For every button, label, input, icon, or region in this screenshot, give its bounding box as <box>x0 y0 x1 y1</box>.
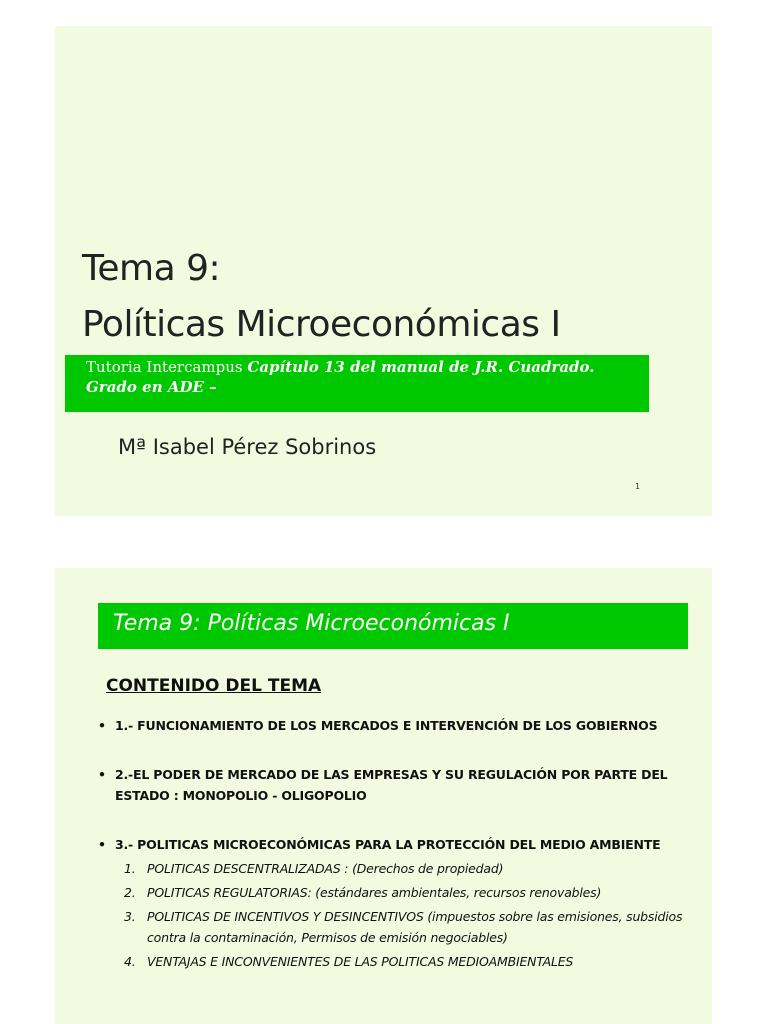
sub-item-text: POLITICAS DE INCENTIVOS Y DESINCENTIVOS (impuestos sobre las emisiones, subsidios contra la contaminación, Permisos de emisión negociables) <box>147 909 683 945</box>
bullet-item-2 <box>98 764 678 806</box>
page-number: 1 <box>635 482 641 491</box>
subtitle-plain-text: Tutoria Intercampus <box>86 358 248 376</box>
sub-item-number: 4. <box>124 954 136 969</box>
sub-item-list <box>124 858 684 975</box>
bullet-text: 1.- FUNCIONAMIENTO DE LOS MERCADOS E INTERVENCIÓN DE LOS GOBIERNOS <box>115 718 658 733</box>
sub-item-3 <box>124 906 684 948</box>
slide-1-title-line-1: Tema 9: <box>82 248 221 289</box>
sub-item-text: POLITICAS DESCENTRALIZADAS : (Derechos de propiedad) <box>147 861 504 876</box>
sub-item-number: 2. <box>124 885 136 900</box>
slide-1-title-line-2: Políticas Microeconómicas I <box>82 304 561 345</box>
slide-2-header: Tema 9: Políticas Microeconómicas I <box>98 603 688 649</box>
sub-item-2 <box>124 882 684 903</box>
sub-item-text: VENTAJAS E INCONVENIENTES DE LAS POLITICAS MEDIOAMBIENTALES <box>147 954 574 969</box>
bullet-icon: • <box>98 767 106 782</box>
subtitle-bold-text: Capítulo 13 del manual de J.R. Cuadrado. Grado en ADE – <box>86 358 595 396</box>
bullet-item-1 <box>98 715 678 736</box>
bullet-icon: • <box>98 718 106 733</box>
bullet-item-3 <box>98 834 678 855</box>
contents-heading: CONTENIDO DEL TEMA <box>106 676 322 696</box>
sub-item-number: 1. <box>124 861 136 876</box>
author-name: Mª Isabel Pérez Sobrinos <box>118 435 377 459</box>
bullet-text: 3.- POLITICAS MICROECONÓMICAS PARA LA PROTECCIÓN DEL MEDIO AMBIENTE <box>115 837 661 852</box>
slide-2 <box>55 568 712 1024</box>
slide-1-subtitle-box <box>65 355 649 412</box>
sub-item-4 <box>124 951 684 972</box>
sub-item-1 <box>124 858 684 879</box>
sub-item-text: POLITICAS REGULATORIAS: (estándares ambientales, recursos renovables) <box>147 885 602 900</box>
sub-item-number: 3. <box>124 909 136 924</box>
slide-1 <box>55 26 712 516</box>
bullet-text: 2.-EL PODER DE MERCADO DE LAS EMPRESAS Y SU REGULACIÓN POR PARTE DEL ESTADO : MONOPOLIO - OLIGOPOLIO <box>115 767 668 803</box>
bullet-icon: • <box>98 837 106 852</box>
